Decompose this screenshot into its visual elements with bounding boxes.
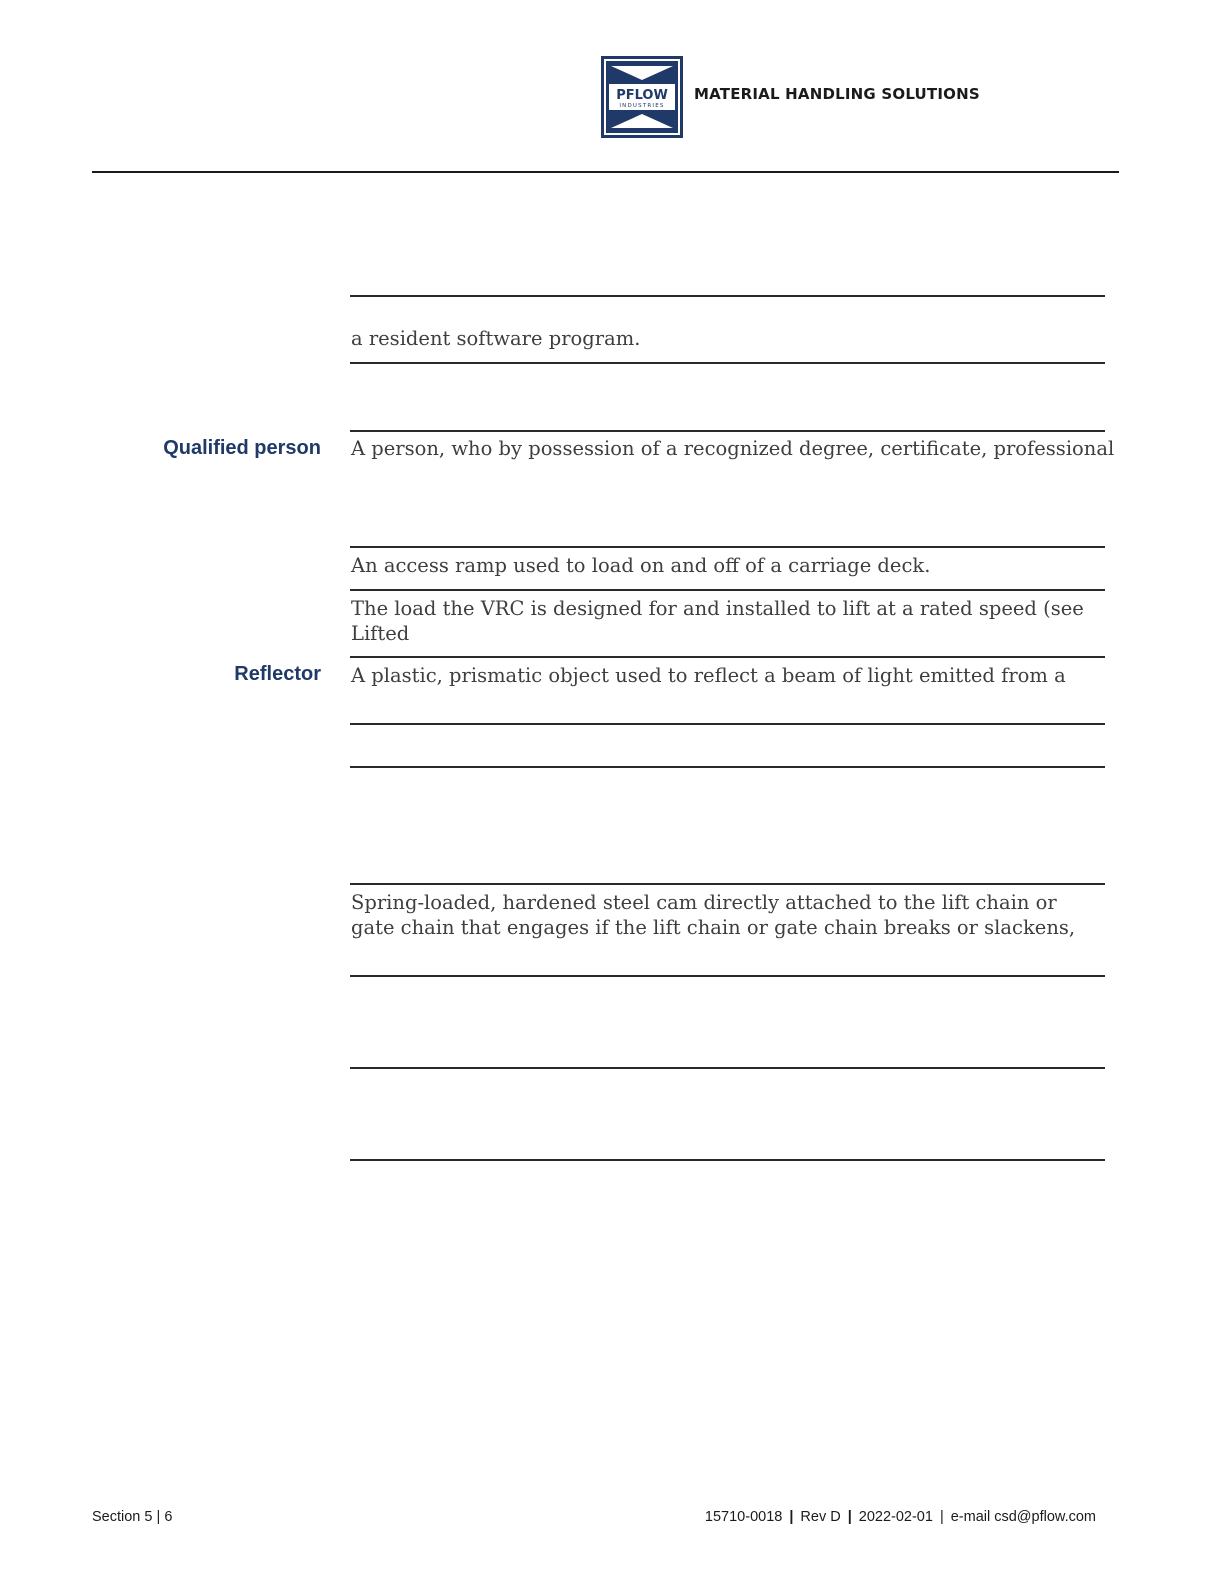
- logo-subbrand: INDUSTRIES: [619, 103, 665, 109]
- row-divider: [350, 362, 1105, 364]
- footer-separator: |: [939, 1509, 944, 1525]
- footer-doc-info: [705, 1509, 1096, 1525]
- definition-line: A plastic, prismatic object used to reflect a beam of light emitted from a: [351, 664, 1066, 687]
- footer-separator: |: [789, 1509, 794, 1525]
- header-tagline: MATERIAL HANDLING SOLUTIONS: [694, 85, 980, 103]
- logo-brand: PFLOW: [616, 88, 668, 103]
- row-divider: [350, 430, 1105, 432]
- glossary-definition: [351, 596, 1103, 646]
- footer-section: [92, 1509, 172, 1525]
- definition-line: gate chain that engages if the lift chain or gate chain breaks or slackens,: [351, 916, 1076, 939]
- definition-line: A person, who by possession of a recognized degree, certificate, professional: [351, 437, 1115, 460]
- row-divider: [350, 723, 1105, 725]
- glossary-definition: [351, 436, 1115, 461]
- glossary-definition: [351, 553, 1103, 578]
- footer-email-label: e-mail: [950, 1509, 991, 1525]
- header-divider: [92, 171, 1119, 173]
- definition-line: The load the VRC is designed for and installed to lift at a rated speed (see: [351, 597, 1084, 620]
- footer-page-number: 6: [164, 1509, 173, 1525]
- glossary-definition: [351, 890, 1103, 940]
- definition-line: a resident software program.: [351, 327, 641, 350]
- row-divider: [350, 295, 1105, 297]
- footer-separator: |: [156, 1509, 161, 1525]
- definition-line: An access ramp used to load on and off of a carriage deck.: [351, 554, 931, 577]
- definition-line: Lifted: [351, 622, 410, 645]
- row-divider: [350, 1067, 1105, 1069]
- glossary-term: Qualified person: [163, 437, 321, 459]
- footer-separator: |: [847, 1509, 852, 1525]
- row-divider: [350, 975, 1105, 977]
- pflow-logo: [601, 56, 683, 138]
- glossary-definition: [351, 663, 1103, 688]
- row-divider: [350, 1159, 1105, 1161]
- footer-date: 2022-02-01: [858, 1509, 933, 1525]
- definition-line: Spring-loaded, hardened steel cam directly attached to the lift chain or: [351, 891, 1057, 914]
- row-divider: [350, 883, 1105, 885]
- row-divider: [350, 766, 1105, 768]
- footer-doc-number: 15710-0018: [704, 1509, 783, 1525]
- footer-section-label: Section 5: [92, 1509, 153, 1525]
- row-divider: [350, 656, 1105, 658]
- row-divider: [350, 546, 1105, 548]
- footer-revision: Rev D: [800, 1509, 841, 1525]
- glossary-definition: [351, 326, 1103, 351]
- glossary-term: Reflector: [234, 663, 321, 685]
- row-divider: [350, 589, 1105, 591]
- footer-email-link[interactable]: csd@pflow.com: [994, 1509, 1096, 1525]
